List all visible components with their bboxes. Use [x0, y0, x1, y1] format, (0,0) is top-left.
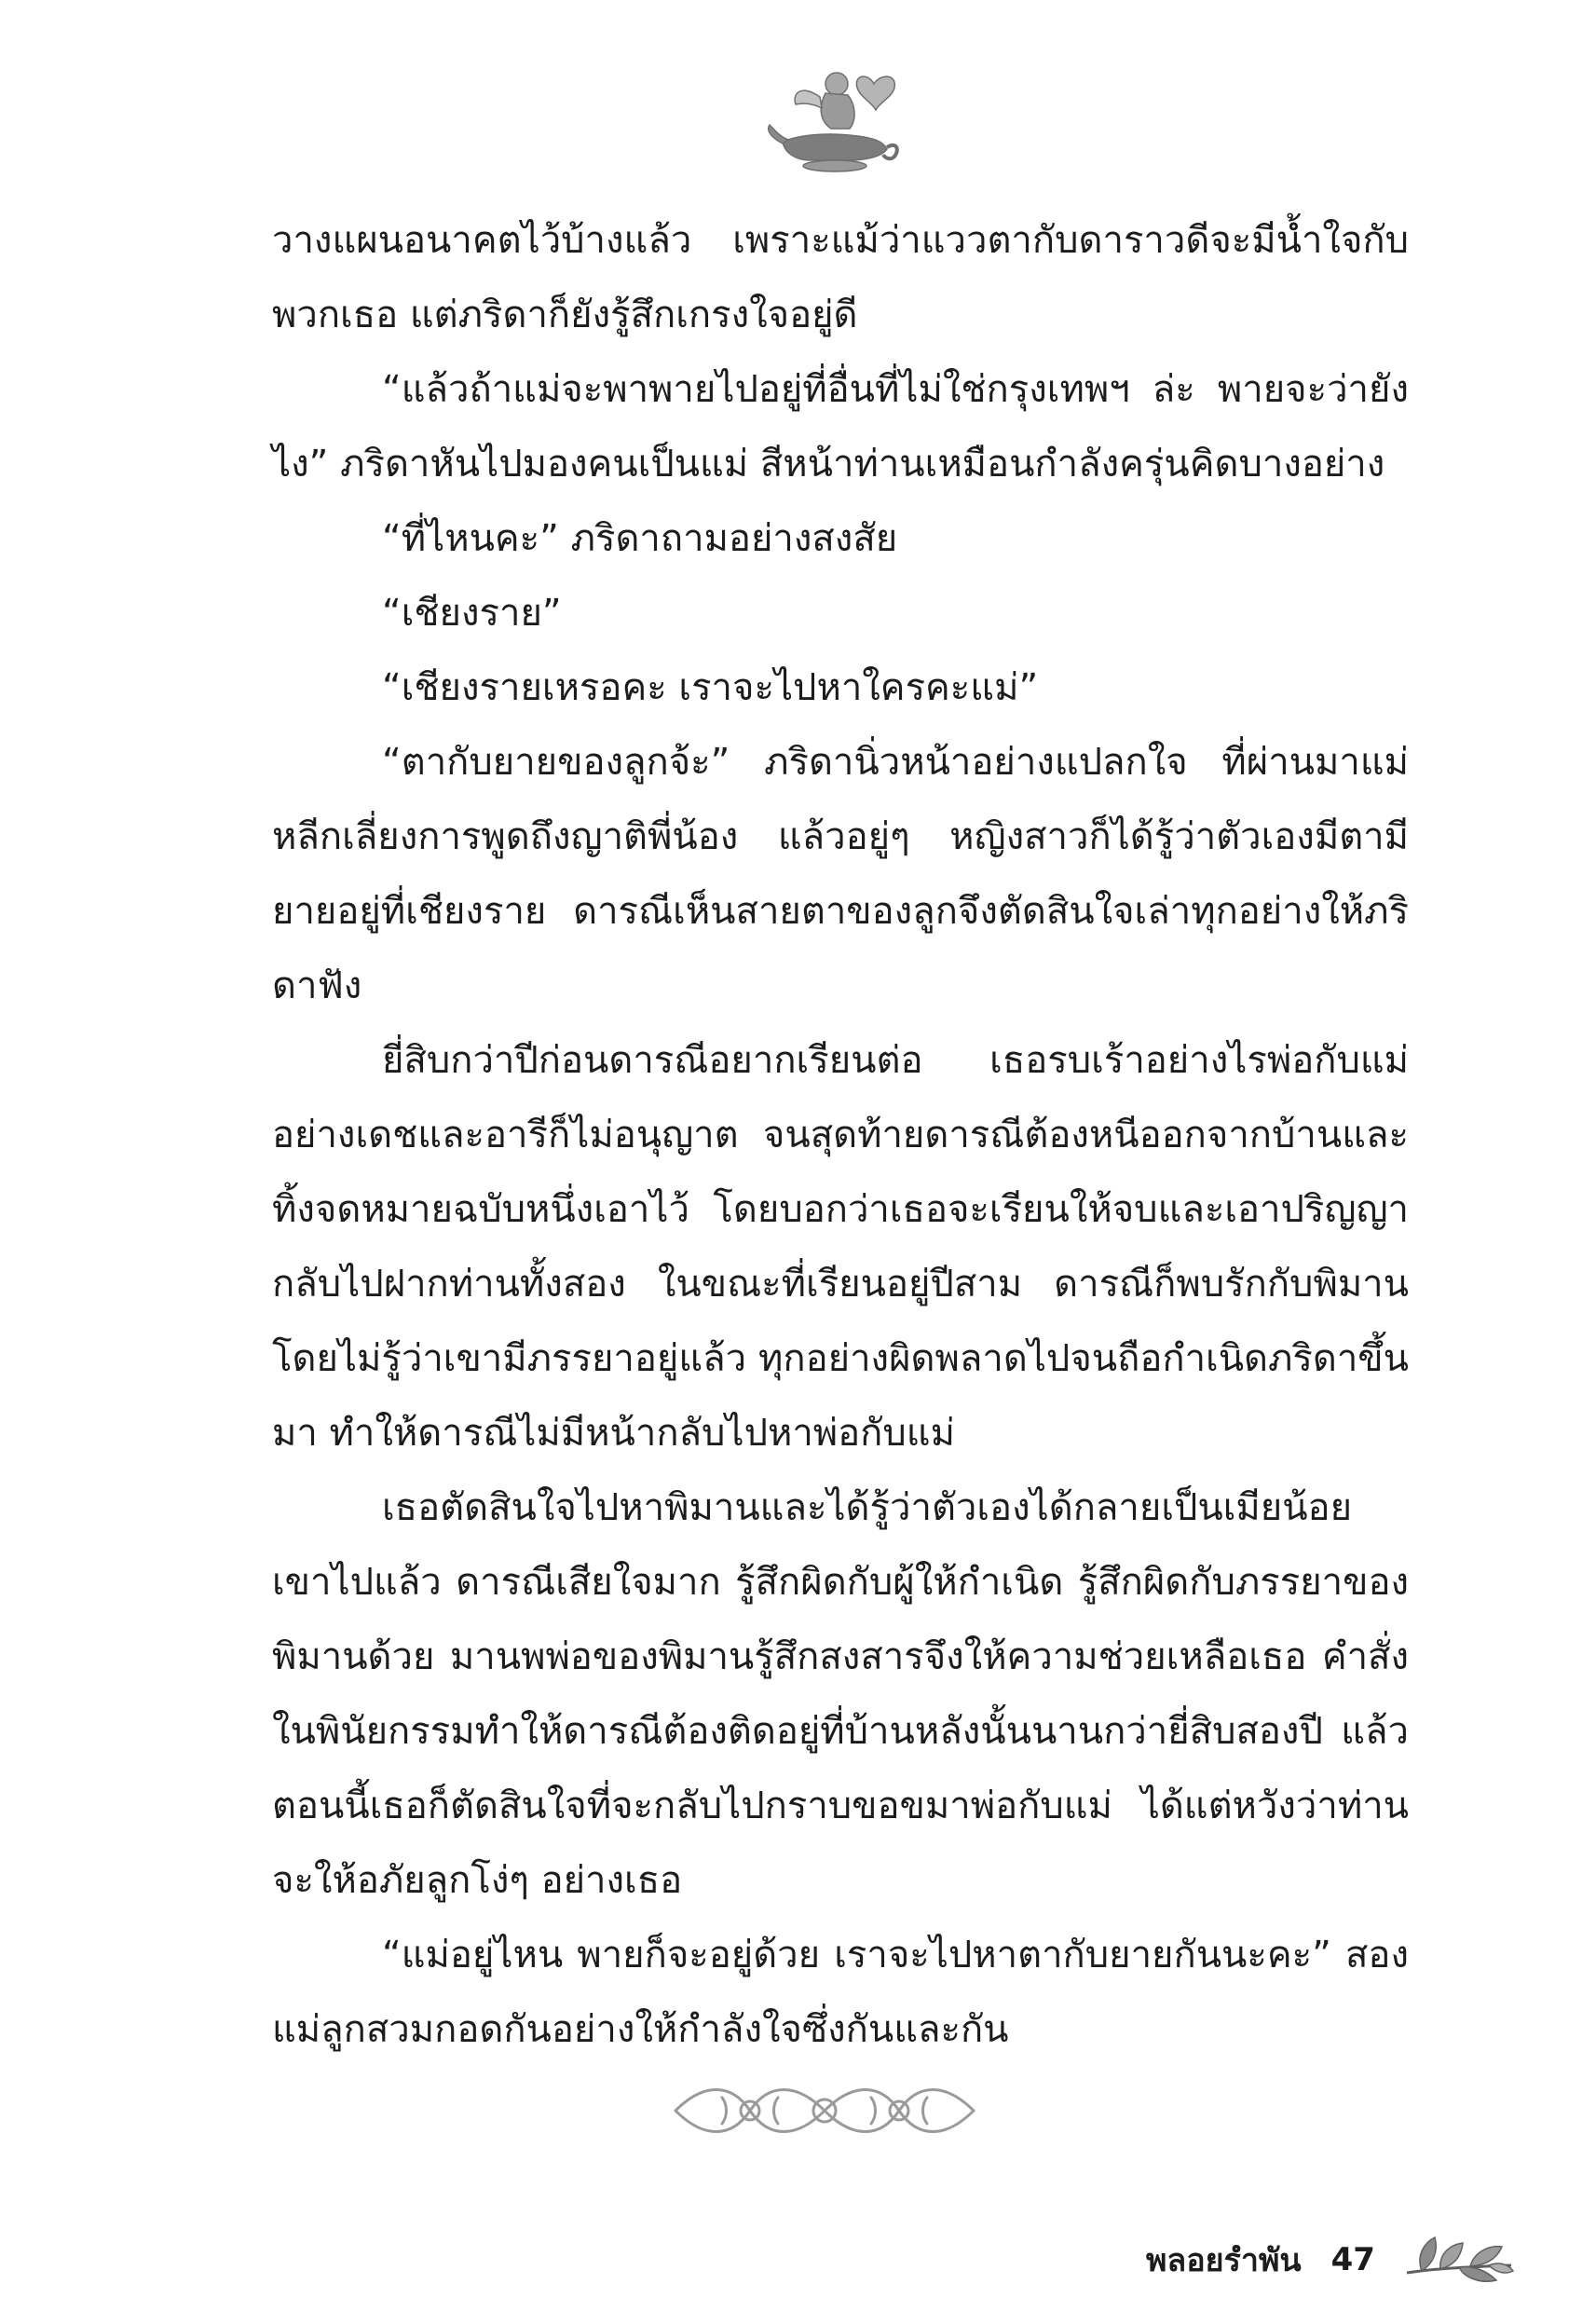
leaf-branch-icon	[1403, 2232, 1515, 2288]
paragraph: “แล้วถ้าแม่จะพาพายไปอยู่ที่อื่นที่ไม่ใช่กรุงเทพฯ ล่ะ พายจะว่ายังไง” ภริดาหันไปมองคนเป็นแม่ สีหน้าท่านเหมือนกำลังครุ่นคิดบางอย่าง	[272, 368, 1409, 485]
teapot-cupid-ornament-icon	[764, 56, 904, 177]
paragraph: ยี่สิบกว่าปีก่อนดารณีอยากเรียนต่อ เธอรบเร้าอย่างไรพ่อกับแม่อย่างเดชและอารีก็ไม่อนุญาต จนสุดท้ายดารณีต้องหนีออกจากบ้านและทิ้งจดหมายฉบับหนึ่งเอาไว้ โดยบอกว่าเธอจะเรียนให้จบและเอาปริญญากลับไปฝากท่านทั้งสอง ในขณะที่เรียนอยู่ปีสาม ดารณีก็พบรักกับพิมาน โดยไม่รู้ว่าเขามีภรรยาอยู่แล้ว ทุกอย่างผิดพลาดไปจนถือกำเนิดภริดาขึ้นมา ทำให้ดารณีไม่มีหน้ากลับไปหาพ่อกับแม่	[272, 1039, 1409, 1455]
paragraph: วางแผนอนาคตไว้บ้างแล้ว เพราะแม้ว่าแววตากับดาราวดีจะมีน้ำใจกับพวกเธอ แต่ภริดาก็ยังรู้สึกเกรงใจอยู่ดี	[272, 219, 1409, 336]
page-number: 47	[1330, 2241, 1375, 2278]
paragraph: “ที่ไหนคะ” ภริดาถามอย่างสงสัย	[382, 517, 898, 560]
paragraph: “ตากับยายของลูกจ้ะ” ภริดานิ่วหน้าอย่างแปลกใจ ที่ผ่านมาแม่หลีกเลี่ยงการพูดถึงญาติพี่น้อง แล้วอยู่ๆ หญิงสาวก็ได้รู้ว่าตัวเองมีตามียายอยู่ที่เชียงราย ดารณีเห็นสายตาของลูกจึงตัดสินใจเล่าทุกอย่างให้ภริดาฟัง	[272, 741, 1409, 1007]
paragraph: “เชียงรายเหรอคะ เราจะไปหาใครคะแม่”	[382, 666, 1039, 709]
paragraph: “เชียงราย”	[382, 592, 562, 635]
scroll-flourish-divider-icon	[666, 2073, 983, 2148]
body-text	[272, 203, 1409, 2067]
book-title: พลอยรำพัน	[1146, 2242, 1302, 2279]
paragraph: เธอตัดสินใจไปหาพิมานและได้รู้ว่าตัวเองได้กลายเป็นเมียน้อยเขาไปแล้ว ดารณีเสียใจมาก รู้สึกผิดกับผู้ให้กำเนิด รู้สึกผิดกับภรรยาของพิมานด้วย มานพพ่อของพิมานรู้สึกสงสารจึงให้ความช่วยเหลือเธอ คำสั่งในพินัยกรรมทำให้ดารณีต้องติดอยู่ที่บ้านหลังนั้นนานกว่ายี่สิบสองปี แล้วตอนนี้เธอก็ตัดสินใจที่จะกลับไปกราบขอขมาพ่อกับแม่ ได้แต่หวังว่าท่านจะให้อภัยลูกโง่ๆ อย่างเธอ	[272, 1486, 1409, 1902]
paragraph: “แม่อยู่ไหน พายก็จะอยู่ด้วย เราจะไปหาตากับยายกันนะคะ” สองแม่ลูกสวมกอดกันอย่างให้กำลังใจซึ่งกันและกัน	[272, 1934, 1409, 2051]
page-footer	[1146, 2227, 1515, 2292]
